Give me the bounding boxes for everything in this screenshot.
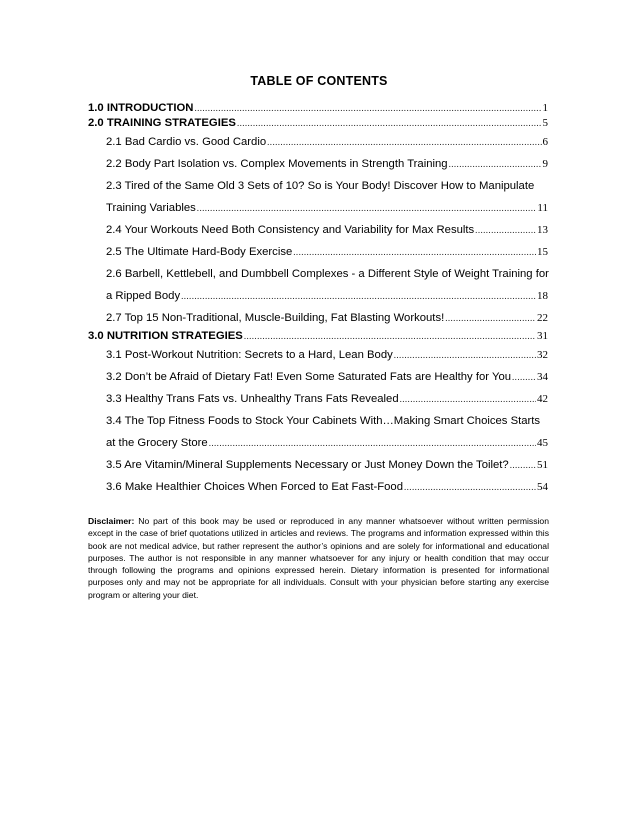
dot-leader [400, 388, 536, 410]
toc-entry-title: 3.5 Are Vitamin/Mineral Supplements Necessary or Just Money Down the Toilet? [106, 459, 509, 471]
disclaimer [88, 515, 549, 601]
toc-entry-title: 2.7 Top 15 Non-Traditional, Muscle-Building, Fat Blasting Workouts! [106, 312, 445, 324]
toc-chapter-entry [88, 101, 548, 116]
toc-chapter-entry [88, 329, 548, 344]
toc-section-entry [88, 366, 548, 388]
dot-leader [209, 432, 536, 454]
toc-page-number: 54 [537, 481, 548, 493]
toc-section-entry [88, 241, 548, 263]
toc-page-number: 18 [537, 290, 548, 302]
toc-section-entry [88, 197, 548, 219]
toc-entry-title: 2.5 The Ultimate Hard-Body Exercise [106, 246, 293, 258]
toc-page-number: 11 [537, 202, 548, 214]
toc-page-number: 22 [537, 312, 548, 324]
dot-leader [394, 344, 536, 366]
toc-entry-title: Training Variables [106, 202, 196, 214]
toc-section-entry [88, 432, 548, 454]
dot-leader [181, 285, 536, 307]
page-title: TABLE OF CONTENTS [250, 74, 388, 88]
dot-leader [404, 476, 536, 498]
toc-section-entry [88, 454, 548, 476]
toc-page-number: 32 [537, 349, 548, 361]
toc-entry-title: 2.6 Barbell, Kettlebell, and Dumbbell Complexes - a Different Style of Weight Training for [106, 268, 549, 280]
toc-entry-title: at the Grocery Store [106, 437, 208, 449]
toc-page-number: 15 [537, 246, 548, 258]
toc-entry-title: 3.1 Post-Workout Nutrition: Secrets to a Hard, Lean Body [106, 349, 393, 361]
toc-entry-title: 3.2 Don’t be Afraid of Dietary Fat! Even Some Saturated Fats are Healthy for You [106, 371, 512, 383]
toc-section-entry [88, 153, 548, 175]
toc-entry-title: 2.3 Tired of the Same Old 3 Sets of 10? So is Your Body! Discover How to Manipulate [106, 180, 535, 192]
toc-page-number: 5 [542, 117, 548, 129]
dot-leader [510, 454, 536, 476]
toc-page-number: 45 [537, 437, 548, 449]
dot-leader [449, 153, 542, 175]
toc-section-entry [88, 410, 548, 432]
toc-section-entry [88, 175, 548, 197]
dot-leader [237, 116, 542, 131]
dot-leader [244, 329, 536, 344]
toc-page-number: 9 [542, 158, 548, 170]
toc-entry-title: 3.3 Healthy Trans Fats vs. Unhealthy Trans Fats Revealed [106, 393, 399, 405]
toc-page-number: 13 [537, 224, 548, 236]
toc-page-number: 34 [537, 371, 548, 383]
toc-section-entry [88, 476, 548, 498]
toc-section-entry [88, 344, 548, 366]
toc-chapter-entry [88, 116, 548, 131]
toc-section-entry [88, 307, 548, 329]
toc-entry-title: 3.4 The Top Fitness Foods to Stock Your Cabinets With…Making Smart Choices Starts [106, 415, 541, 427]
disclaimer-label: Disclaimer: [88, 516, 135, 526]
toc-page-number: 31 [537, 330, 548, 342]
toc-page-number: 42 [537, 393, 548, 405]
toc-section-entry [88, 388, 548, 410]
dot-leader [475, 219, 536, 241]
toc-page-number: 1 [542, 102, 548, 114]
toc-entry-title: 2.0 TRAINING STRATEGIES [88, 117, 236, 129]
dot-leader [197, 197, 537, 219]
toc-entry-title: 3.0 NUTRITION STRATEGIES [88, 330, 243, 342]
toc-page-number: 6 [542, 136, 548, 148]
toc-section-entry [88, 263, 548, 285]
dot-leader [512, 366, 536, 388]
dot-leader [267, 131, 541, 153]
disclaimer-text: No part of this book may be used or reproduced in any manner whatsoever without written permission except in the case of brief quotations utilized in articles and reviews. The programs and information expressed within this book are not medical advice, but rather represent the author’s opinions and are solely for informational and educational purposes. The author is not responsible in any manner whatsoever for any injury or health condition that may occur through following the programs and opinions expressed herein. Dietary information is presented for informational purposes only and may not be appropriate for all individuals. Consult with your physician before starting any exercise program or altering your diet. [88, 516, 549, 600]
toc-entry-title: 3.6 Make Healthier Choices When Forced to Eat Fast-Food [106, 481, 403, 493]
toc-entry-title: 2.1 Bad Cardio vs. Good Cardio [106, 136, 267, 148]
toc-page-number: 51 [537, 459, 548, 471]
dot-leader [293, 241, 536, 263]
dot-leader [194, 101, 541, 116]
toc-entry-title: 2.2 Body Part Isolation vs. Complex Movements in Strength Training [106, 158, 448, 170]
table-of-contents [88, 101, 548, 498]
toc-entry-title: a Ripped Body [106, 290, 181, 302]
toc-entry-title: 1.0 INTRODUCTION [88, 102, 194, 114]
toc-entry-title: 2.4 Your Workouts Need Both Consistency and Variability for Max Results [106, 224, 475, 236]
toc-section-entry [88, 131, 548, 153]
toc-section-entry [88, 285, 548, 307]
dot-leader [445, 307, 536, 329]
toc-section-entry [88, 219, 548, 241]
